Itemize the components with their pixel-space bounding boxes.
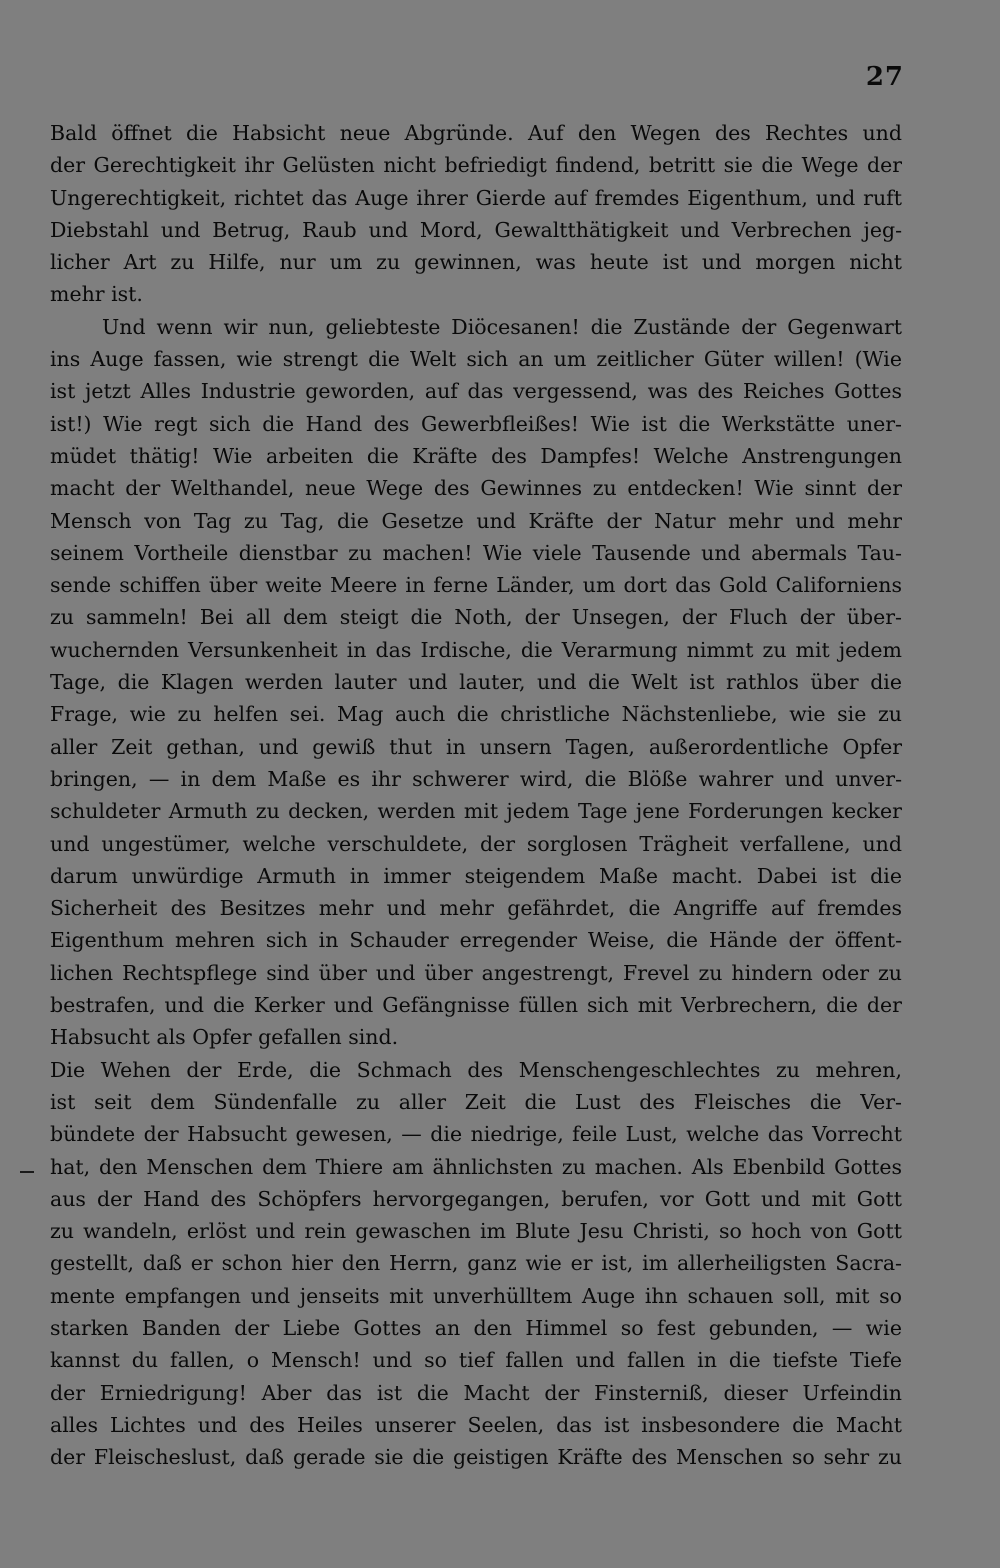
text-line: Diebstahl und Betrug, Raub und Mord, Gewaltthätigkeit und Verbrechen jeg- bbox=[50, 217, 902, 242]
text-line: bündete der Habsucht gewesen, — die niedrige, feile Lust, welche das Vorrecht bbox=[50, 1122, 902, 1147]
text-line: Sicherheit des Besitzes mehr und mehr gefährdet, die Angriffe auf fremdes bbox=[50, 896, 902, 921]
text-line: darum unwürdige Armuth in immer steigendem Maße macht. Dabei ist die bbox=[50, 863, 902, 888]
text-line: seinem Vortheile dienstbar zu machen! Wie viele Tausende und abermals Tau- bbox=[50, 540, 902, 565]
text-line: lichen Rechtspflege sind über und über angestrengt, Frevel zu hindern oder zu bbox=[50, 960, 902, 985]
text-line: Mensch von Tag zu Tag, die Gesetze und Kräfte der Natur mehr und mehr bbox=[50, 508, 902, 533]
text-line: macht der Welthandel, neue Wege des Gewinnes zu entdecken! Wie sinnt der bbox=[50, 476, 902, 501]
text-line: kannst du fallen, o Mensch! und so tief fallen und fallen in die tiefste Tiefe bbox=[50, 1348, 902, 1373]
text-line: Ungerechtigkeit, richtet das Auge ihrer Gierde auf fremdes Eigenthum, und ruft bbox=[50, 185, 902, 210]
text-line: Tage, die Klagen werden lauter und lauter, und die Welt ist rathlos über die bbox=[50, 670, 902, 695]
text-line: müdet thätig! Wie arbeiten die Kräfte des Dampfes! Welche Anstrengungen bbox=[50, 443, 902, 468]
text-line: bestrafen, und die Kerker und Gefängnisse füllen sich mit Verbrechern, die der bbox=[50, 993, 902, 1018]
text-line: ist jetzt Alles Industrie geworden, auf das vergessend, was des Reiches Gottes bbox=[50, 379, 902, 404]
text-line: Eigenthum mehren sich in Schauder erregender Weise, die Hände der öffent- bbox=[50, 928, 902, 953]
text-line: mehr ist. bbox=[50, 282, 143, 307]
text-line: alles Lichtes und des Heiles unserer Seelen, das ist insbesondere die Macht bbox=[50, 1412, 902, 1437]
text-line: Bald öffnet die Habsicht neue Abgründe. Auf den Wegen des Rechtes und bbox=[50, 121, 902, 145]
text-line: gestellt, daß er schon hier den Herrn, ganz wie er ist, im allerheiligsten Sacra- bbox=[50, 1251, 902, 1276]
text-line: licher Art zu Hilfe, nur um zu gewinnen, was heute ist und morgen nicht bbox=[50, 250, 902, 275]
text-line: starken Banden der Liebe Gottes an den Himmel so fest gebunden, — wie bbox=[50, 1315, 902, 1340]
margin-mark bbox=[20, 1171, 34, 1173]
text-line: Und wenn wir nun, geliebteste Diöcesanen! die Zustände der Gegenwart bbox=[102, 314, 902, 339]
text-line: schuldeter Armuth zu decken, werden mit jedem Tage jene Forderungen kecker bbox=[50, 799, 902, 824]
text-line: ist seit dem Sündenfalle zu aller Zeit die Lust des Fleisches die Ver- bbox=[50, 1089, 902, 1114]
text-line: der Erniedrigung! Aber das ist die Macht der Finsterniß, dieser Urfeindin bbox=[50, 1380, 902, 1405]
text-line: Habsucht als Opfer gefallen sind. bbox=[50, 1025, 399, 1050]
text-line: ist!) Wie regt sich die Hand des Gewerbfleißes! Wie ist die Werkstätte uner- bbox=[50, 411, 902, 436]
text-line: Die Wehen der Erde, die Schmach des Menschengeschlechtes zu mehren, bbox=[50, 1057, 902, 1082]
text-line: aller Zeit gethan, und gewiß thut in unsern Tagen, außerordentliche Opfer bbox=[50, 734, 902, 759]
text-line: der Fleischeslust, daß gerade sie die geistigen Kräfte des Menschen so sehr zu bbox=[50, 1445, 902, 1470]
text-line: zu wandeln, erlöst und rein gewaschen im Blute Jesu Christi, so hoch von Gott bbox=[50, 1219, 902, 1244]
text-line: zu sammeln! Bei all dem steigt die Noth, der Unsegen, der Fluch der über- bbox=[50, 605, 902, 630]
text-line: bringen, — in dem Maße es ihr schwerer wird, die Blöße wahrer und unver- bbox=[50, 766, 902, 791]
text-line: wuchernden Versunkenheit in das Irdische, die Verarmung nimmt zu mit jedem bbox=[50, 637, 902, 662]
text-line: aus der Hand des Schöpfers hervorgegangen, berufen, vor Gott und mit Gott bbox=[50, 1186, 902, 1211]
text-line: und ungestümer, welche verschuldete, der sorglosen Trägheit verfallene, und bbox=[50, 831, 902, 856]
body-text bbox=[50, 117, 902, 1473]
text-line: ins Auge fassen, wie strengt die Welt sich an um zeitlicher Güter willen! (Wie bbox=[50, 347, 902, 372]
text-line: hat, den Menschen dem Thiere am ähnlichsten zu machen. Als Ebenbild Gottes bbox=[50, 1154, 902, 1179]
text-line: Frage, wie zu helfen sei. Mag auch die christliche Nächstenliebe, wie sie zu bbox=[50, 702, 902, 727]
text-line: der Gerechtigkeit ihr Gelüsten nicht befriedigt findend, betritt sie die Wege der bbox=[50, 153, 902, 178]
text-line: mente empfangen und jenseits mit unverhülltem Auge ihn schauen soll, mit so bbox=[50, 1283, 902, 1308]
text-line: sende schiffen über weite Meere in ferne Länder, um dort das Gold Californiens bbox=[50, 573, 902, 598]
page-number: 27 bbox=[865, 62, 904, 92]
